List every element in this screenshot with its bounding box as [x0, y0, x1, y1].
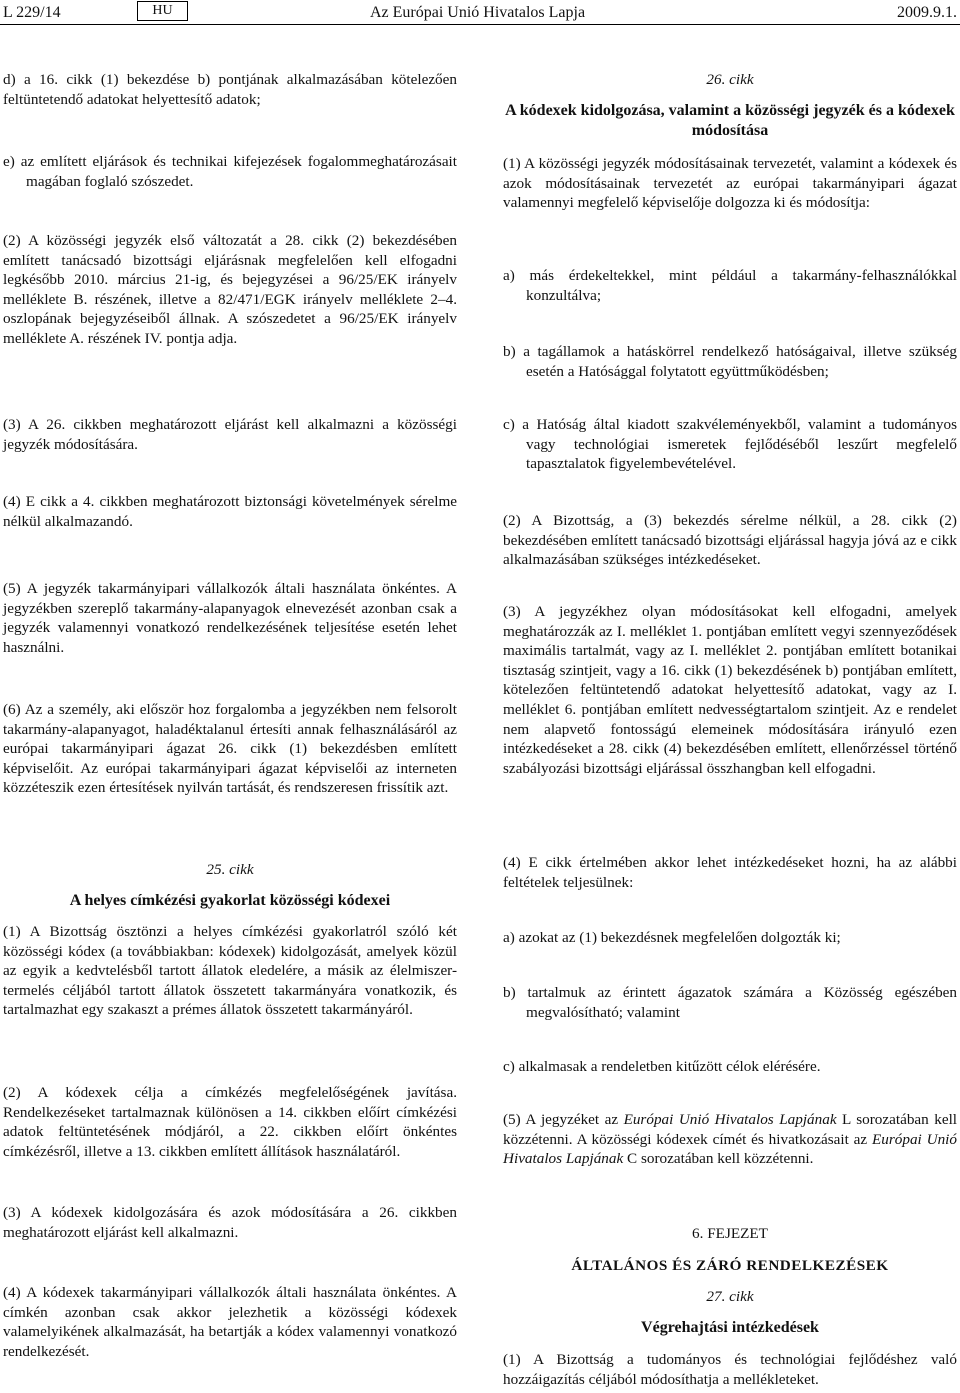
article-27-title: Végrehajtási intézkedések [641, 1319, 819, 1336]
paragraph-6: (6) Az a személy, aki először hoz forgalomba a jegyzékben nem felsorolt takarmány-alapanyagot, haladéktalanul értesíti annak felhasználásáról az európai takarmányipari ágazat 26. cikk (1) bekezdésben említett képviselőit. Az európai takarmányipari ágazat képviselői az interneten közzéteszik ezen értesítések nyilván tartását, és rendszeresen frissítik azt. [3, 701, 457, 797]
point-e: e) az említett eljárások és technikai kifejezések fogalommeghatározásait magában foglaló szószedet. [3, 153, 457, 190]
paragraph-5-text-1: (5) A jegyzéket az [503, 1111, 624, 1128]
paragraph-4: (4) E cikk a 4. cikkben meghatározott biztonsági követelmények sérelme nélkül alkalmazandó. [3, 493, 457, 530]
left-column [3, 70, 457, 1393]
article-26-paragraph-4-point-a: a) azokat az (1) bekezdésnek megfelelően dolgozták ki; [503, 929, 841, 946]
right-column [503, 70, 957, 1393]
article-25-paragraph-3: (3) A kódexek kidolgozására és azok módosítására a 26. cikkben meghatározott eljárást kell alkalmazni. [3, 1204, 457, 1241]
article-25-paragraph-1: (1) A Bizottság ösztönzi a helyes címkézési gyakorlatról szóló két közösségi kódex (a továbbiakban: kódexek) kidolgozását, amelyek közül az egyik a kedvtelésből tartott állatok eledelére, a másik az élelmiszer-termelés céljából tartott állatok összetett takarmányára vonatkozik, és tartalmazhat egy szakaszt a prémes állatok összetett takarmányáról. [3, 923, 457, 1019]
article-25-number: 25. cikk [206, 861, 254, 878]
paragraph-5-text-2: L sorozatában kell közzétenni. A közösségi kódexek címét és hivatkozásait az [503, 1111, 958, 1148]
article-26-paragraph-1: (1) A közösségi jegyzék módosításainak tervezetét, valamint a kódexek és azok módosításainak tervezetét az európai takarmányipari ágazat valamennyi megfelelő képviselője dolgozza ki és módosítja: [503, 155, 957, 212]
article-26-paragraph-4-point-c: c) alkalmasak a rendeletben kitűzött célok elérésére. [503, 1058, 821, 1075]
paragraph-5-text-3: C sorozatában kell közzétenni. [623, 1150, 814, 1168]
article-26-paragraph-4: (4) E cikk értelmében akkor lehet intézkedéseket hozni, ha az alábbi feltételek teljesülnek: [503, 854, 957, 891]
paragraph-5-journal-2: Európai Unió Hivatalos Lapjának [503, 1130, 957, 1168]
page-number: L 229/14 [3, 4, 61, 21]
article-26-paragraph-4-point-b: b) tartalmuk az érintett ágazatok számára a Közösség egészében megvalósítható; valamint [503, 984, 957, 1021]
article-27-paragraph-1: (1) A Bizottság a tudományos és technológiai fejlődéshez való hozzáigazítás céljából módosíthatja a mellékleteket. [503, 1351, 957, 1388]
article-25-paragraph-4: (4) A kódexek takarmányipari vállalkozók általi használata önkéntes. A címkén azonban csak akkor jelezhetik a közösségi kódexek valamelyikének alkalmazását, ha betartják a kódex valamennyi vonatkozó rendelkezését. [3, 1284, 457, 1360]
article-26-number: 26. cikk [706, 71, 754, 88]
chapter-title: ÁLTALÁNOS ÉS ZÁRÓ RENDELKEZÉSEK [571, 1257, 889, 1274]
article-26-paragraph-3: (3) A jegyzékhez olyan módosításokat kell elfogadni, amelyek meghatározzák az I. melléklet 1. pontjában említett vegyi szennyeződések maximális tartalmát, vagy az I. melléklet 2. pontjában említett botanikai tisztaság szintjeit, vagy a 16. cikk (1) bekezdésének b) pontjában említett, kötelezően feltüntetendő adatokat helyettesítő adatokat, vagy az I. melléklet 6. pontjában említett nedvességtartalom szintjeit. Az e rendelet nem alapvető fontosságú elemeinek módosítására irányuló ezen intézkedéseket a 28. cikk (4) bekezdésében említett, ellenőrzéssel történő szabályozási bizottsági eljárással összhangban kell elfogadni. [503, 603, 957, 777]
article-26-paragraph-2: (2) A Bizottság, a (3) bekezdés sérelme nélkül, a 28. cikk (2) bekezdésében említett tanácsadó bizottsági eljárással hagyja jóvá az e cikk alkalmazásában szükséges intézkedéseket. [503, 512, 957, 569]
paragraph-5-journal-1: Európai Unió Hivatalos Lapjának [623, 1111, 837, 1128]
article-26-point-c: c) a Hatóság által kiadott szakvéleményekből, valamint a tudományos vagy technológiai ismeretek fejlődéséből leszűrt megfelelő tapasztalatok figyelembevételével. [503, 416, 957, 473]
article-26-paragraph-5 [503, 1110, 957, 1169]
article-25-paragraph-2: (2) A kódexek célja a címkézés megfelelőségének javítása. Rendelkezéseket tartalmaznak különösen a 14. cikkben előírt címkézési adatok feltüntetésének módjáról, a 22. cikkben előírt önkéntes címkézésről, illetve a 13. cikkben említett állítások használatáról. [3, 1084, 457, 1160]
paragraph-3: (3) A 26. cikkben meghatározott eljárást kell alkalmazni a közösségi jegyzék módosítására. [3, 416, 457, 453]
article-27-number: 27. cikk [706, 1288, 754, 1305]
page-header [0, 0, 960, 25]
paragraph-5: (5) A jegyzék takarmányipari vállalkozók általi használata önkéntes. A jegyzékben szereplő takarmány-alapanyagok elnevezését azonban csak a jegyzék valamennyi vonatkozó rendelkezésének teljesítése esetén lehet használni. [3, 580, 457, 656]
publication-date: 2009.9.1. [897, 4, 957, 21]
article-26-title: A kódexek kidolgozása, valamint a közösségi jegyzék és a kódexek módosítása [505, 102, 955, 139]
language-badge: HU [137, 1, 188, 21]
article-25-title: A helyes címkézési gyakorlat közösségi kódexei [69, 892, 391, 909]
chapter-number: 6. FEJEZET [692, 1225, 768, 1242]
paragraph-2: (2) A közösségi jegyzék első változatát a 28. cikk (2) bekezdésében említett tanácsadó bizottsági eljárásnak megfelelően kell elfogadni legkésőbb 2010. március 21-ig, és bejegyzései a 96/25/EK irányelv melléklete B. részének, illetve a 82/471/EGK irányelv melléklete 2–4. oszlopának bejegyzéseiből állnak. A szószedetet a 96/25/EK irányelv melléklete A. részének IV. pontja adja. [3, 232, 457, 347]
journal-title: Az Európai Unió Hivatalos Lapja [370, 4, 586, 21]
article-26-point-b: b) a tagállamok a hatáskörrel rendelkező hatóságaival, illetve szükség esetén a Hatósággal folytatott együttműködésben; [503, 343, 957, 380]
article-26-point-a: a) más érdekeltekkel, mint például a takarmány-felhasználókkal konzultálva; [503, 267, 957, 304]
point-d: d) a 16. cikk (1) bekezdése b) pontjának alkalmazásában kötelezően feltüntetendő adatokat helyettesítő adatok; [3, 71, 457, 108]
